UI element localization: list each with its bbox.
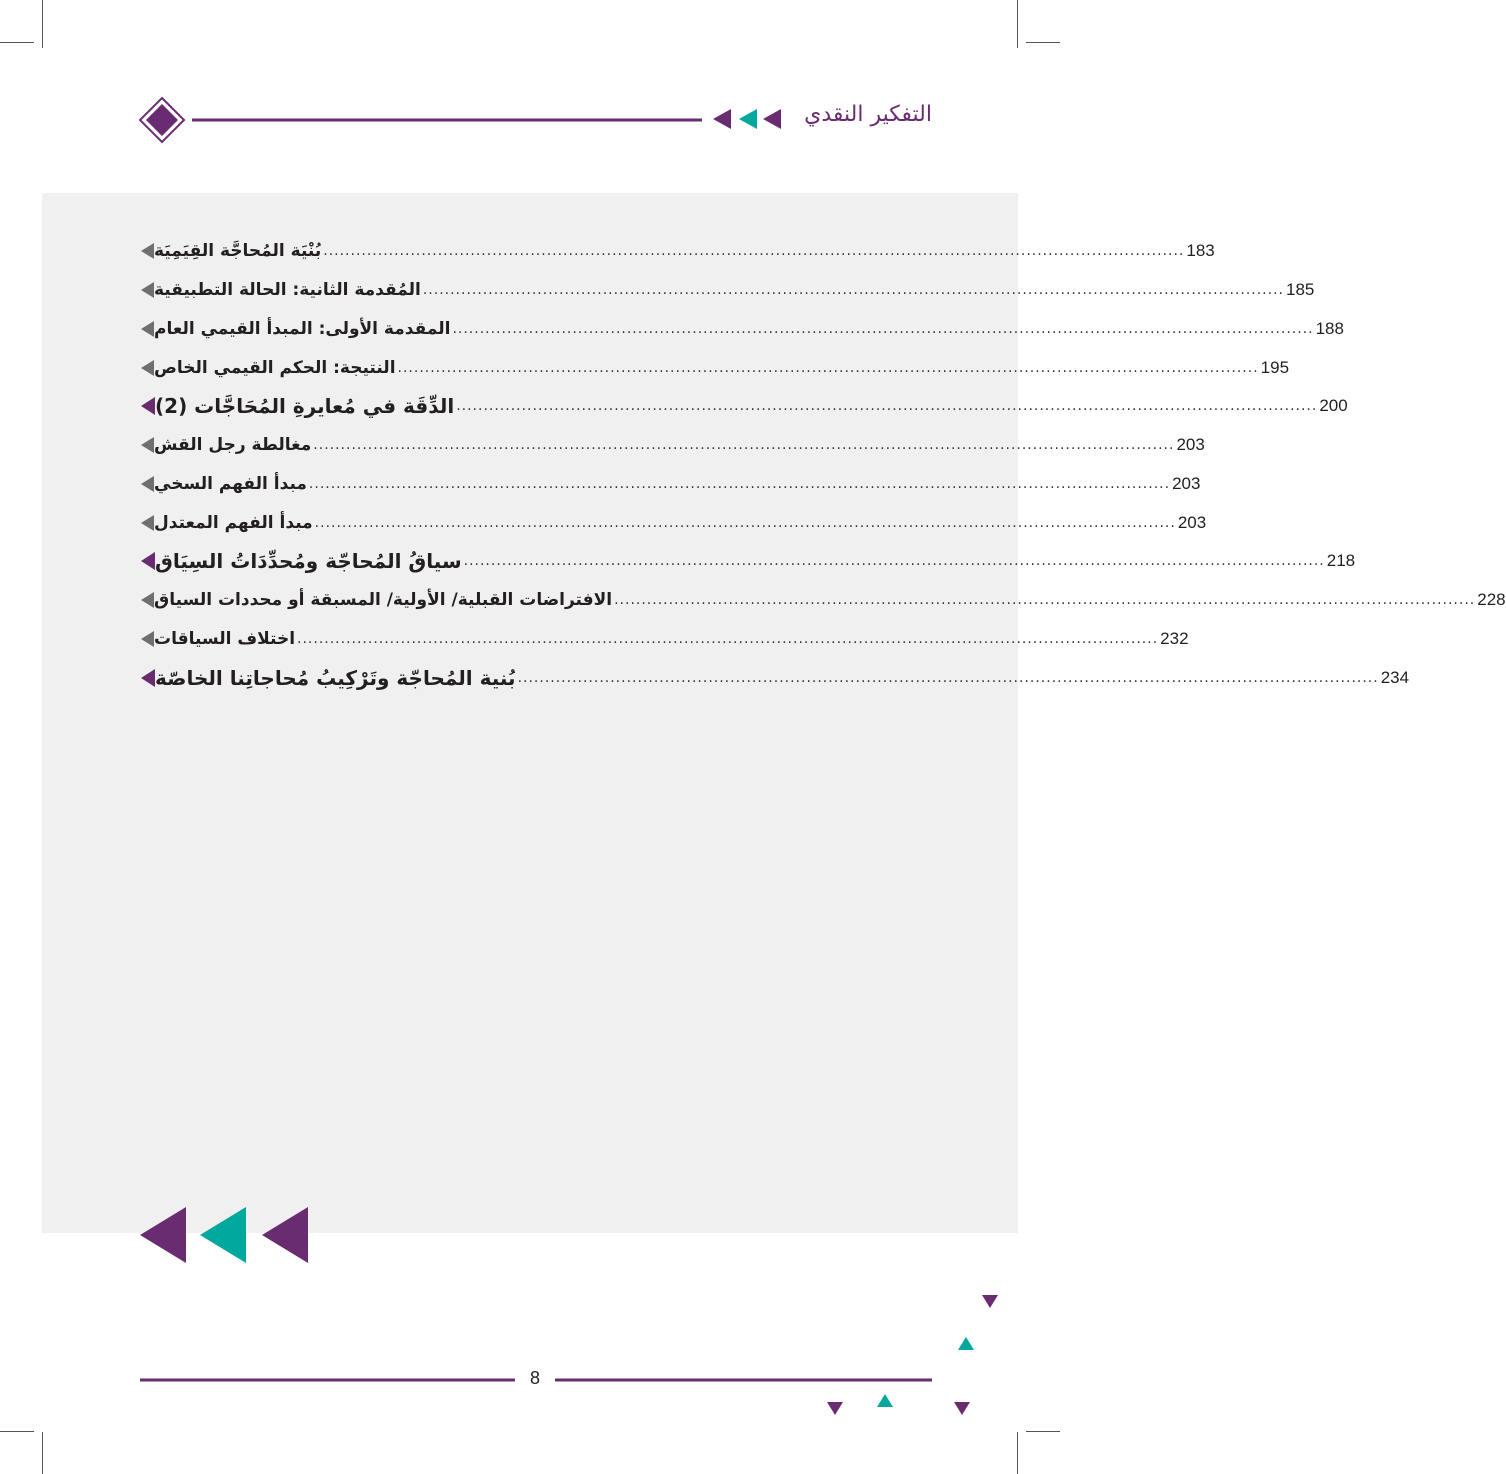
toc-entry[interactable] (140, 624, 1189, 654)
toc-entry-title: المُقدمة الثانية: الحالة التطبيقية (154, 280, 421, 300)
triangle-bullet-icon (141, 360, 154, 376)
dot-leader: .............................................................................................................................................................. (313, 437, 1175, 453)
triangle-left-icon (713, 109, 731, 129)
crop-mark (0, 1431, 34, 1432)
toc-entry-page: 234 (1380, 668, 1410, 687)
triangle-left-icon (140, 1207, 186, 1263)
toc-entry[interactable] (140, 314, 1344, 344)
dot-leader: .............................................................................................................................................................. (323, 243, 1185, 259)
toc-entry-title: الافتراضات القبلية/ الأولية/ المسبقة أو محددات السياق (154, 590, 613, 610)
panel-decoration (130, 1200, 330, 1270)
toc-panel (42, 193, 1018, 1233)
toc-entry-major[interactable] (140, 391, 1348, 421)
triangle-bullet-icon (141, 515, 154, 531)
dot-leader: .............................................................................................................................................................. (614, 592, 1476, 608)
toc-entry-page: 183 (1186, 241, 1215, 260)
triangle-bullet-icon (141, 552, 155, 570)
triangle-up-icon (958, 1337, 974, 1350)
page-number: 8 (529, 1368, 540, 1388)
triangle-bullet-icon (141, 397, 155, 415)
toc-entry-title: اختلاف السياقات (154, 629, 296, 649)
toc-entry[interactable] (140, 585, 1506, 615)
toc-entry-title: المقدمة الأولى: المبدأ القيمي العام (154, 319, 451, 339)
triangle-left-icon (763, 109, 781, 129)
toc-entry-page: 232 (1160, 629, 1189, 648)
toc-entry-page: 188 (1315, 319, 1344, 338)
toc-entry-page: 218 (1326, 551, 1356, 570)
toc-entry-title: بُنية المُحاجّة وتَرْكِيبُ مُحاجاتِنا الخاصّة (155, 666, 516, 690)
toc-entry[interactable] (140, 236, 1215, 266)
dot-leader: .............................................................................................................................................................. (517, 670, 1379, 686)
dot-leader: .............................................................................................................................................................. (452, 321, 1314, 337)
triangle-left-icon (262, 1207, 308, 1263)
triangle-down-icon (954, 1402, 970, 1415)
toc-entry-page: 203 (1177, 513, 1207, 532)
triangle-bullet-icon (141, 321, 154, 337)
header-decoration (0, 0, 1060, 160)
toc-entry[interactable] (140, 353, 1290, 383)
toc-entry-major[interactable] (140, 663, 1410, 693)
dot-leader: .............................................................................................................................................................. (397, 360, 1259, 376)
triangle-bullet-icon (141, 476, 154, 492)
triangle-bullet-icon (141, 437, 154, 453)
toc-entry-page: 203 (1172, 474, 1201, 493)
toc-entry-page: 203 (1176, 435, 1205, 454)
diamond-icon (140, 98, 184, 142)
toc-entry-title: مبدأ الفهم السخي (154, 474, 307, 494)
dot-leader: .............................................................................................................................................................. (308, 476, 1171, 492)
toc-entry[interactable] (140, 508, 1207, 538)
triangle-left-icon (739, 109, 757, 129)
toc-entry-title: سياقُ المُحاجّة ومُحدِّدَاتُ السِيَاق (155, 549, 462, 573)
triangle-bullet-icon (141, 282, 154, 298)
crop-mark (1017, 1432, 1018, 1474)
toc-entry-title: بُنْيَة المُحاجَّة القِيَمِيَة (154, 241, 322, 261)
triangle-bullet-icon (141, 243, 154, 259)
triangle-down-icon (827, 1402, 843, 1415)
triangle-bullet-icon (141, 631, 154, 647)
toc-entry-title: النتيجة: الحكم القيمي الخاص (154, 358, 396, 378)
toc-entry-page: 185 (1285, 280, 1315, 299)
triangle-up-icon (877, 1394, 893, 1407)
dot-leader: .............................................................................................................................................................. (314, 515, 1176, 531)
toc-entry[interactable] (140, 469, 1201, 499)
triangle-down-icon (982, 1295, 998, 1308)
crop-mark (1026, 1431, 1060, 1432)
toc-entry-title: مغالطة رجل القش (154, 435, 312, 455)
toc-entry-page: 200 (1319, 396, 1348, 415)
dot-leader: .............................................................................................................................................................. (463, 553, 1325, 569)
toc-entry[interactable] (140, 275, 1315, 305)
footer-decoration (0, 1290, 1060, 1430)
toc-entry-page: 195 (1260, 358, 1290, 377)
dot-leader: .............................................................................................................................................................. (297, 631, 1159, 647)
toc-entry-title: الدِّقَة في مُعايرةِ المُحَاجَّات (2) (155, 394, 455, 418)
toc-entry-page: 228 (1477, 590, 1506, 609)
dot-leader: .............................................................................................................................................................. (422, 282, 1284, 298)
toc-entry-title: مبدأ الفهم المعتدل (154, 513, 313, 533)
toc-entry[interactable] (140, 430, 1205, 460)
toc-entry-major[interactable] (140, 546, 1356, 576)
triangle-bullet-icon (141, 669, 155, 687)
running-header-title: التفكير النقدي (804, 102, 932, 127)
triangle-bullet-icon (141, 592, 154, 608)
crop-mark (42, 1432, 43, 1474)
triangle-left-icon (200, 1207, 246, 1263)
dot-leader: .............................................................................................................................................................. (456, 398, 1318, 414)
